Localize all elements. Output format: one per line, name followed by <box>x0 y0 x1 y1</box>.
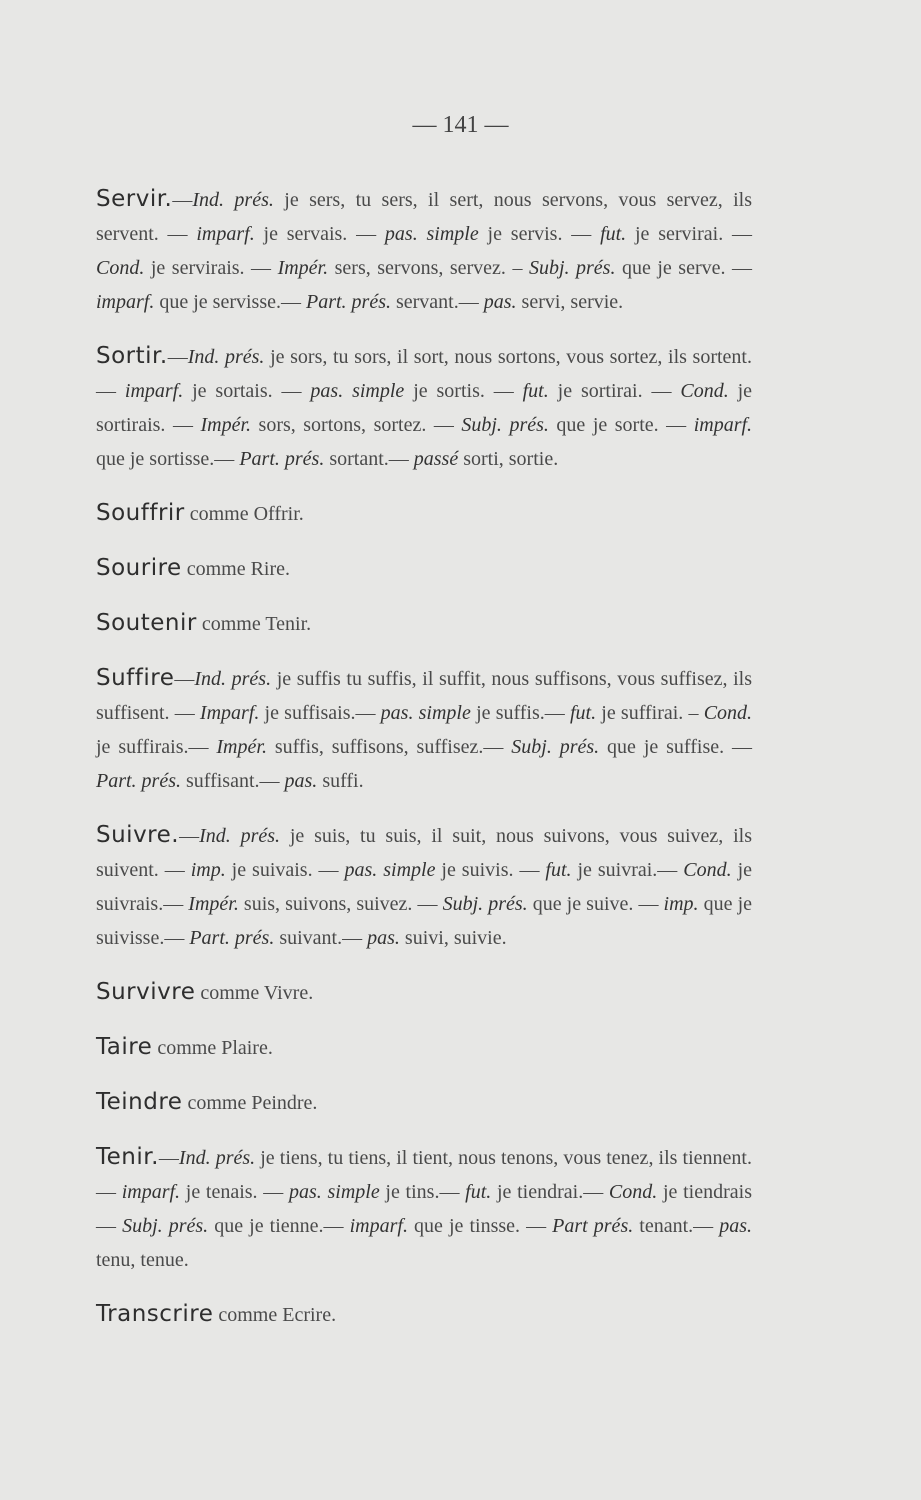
tense-label: Part prés. <box>552 1215 634 1237</box>
conjugation-text: tenu, tenue. <box>96 1249 189 1271</box>
tense-label: Subj. prés. <box>122 1215 209 1237</box>
conjugation-entries <box>96 162 752 1332</box>
tense-label: imparf. <box>196 223 255 245</box>
verb-headword: Sortir. <box>96 343 168 369</box>
conjugation-text: je sortirai. — <box>548 380 681 402</box>
conjugation-text: suis, suivons, suivez. — <box>238 893 443 915</box>
verb-headword: Taire <box>96 1034 153 1060</box>
verb-entry <box>96 606 752 641</box>
tense-label: Ind. prés. <box>178 1147 256 1169</box>
conjugation-text: je tiens, tu tiens, il tient, nous tenons, vous tenez, ils tiennent.— <box>96 1147 752 1203</box>
tense-label: pas. simple <box>344 859 436 881</box>
conjugation-text: je servis. — <box>478 223 601 245</box>
tense-label: imparf. <box>121 1181 181 1203</box>
conjugation-text: suffisant.— <box>181 770 285 792</box>
conjugation-text: je servirai. — <box>626 223 753 245</box>
conjugation-text: je servirais. — <box>144 257 278 279</box>
conjugation-text: sortant.— <box>324 448 414 470</box>
verb-entry <box>96 339 752 476</box>
conjugation-text: suffis, suffisons, suffisez.— <box>266 736 512 758</box>
conjugation-text: je servais. — <box>254 223 385 245</box>
tense-label: fut. <box>569 702 597 724</box>
conjugation-text: comme Ecrire. <box>213 1304 337 1326</box>
conjugation-text: je tenais. — <box>180 1181 289 1203</box>
tense-label: passé <box>413 448 459 470</box>
verb-headword: Suffire <box>96 665 175 691</box>
tense-label: Part. prés. <box>96 770 181 792</box>
conjugation-text: que je tinsse. — <box>407 1215 553 1237</box>
conjugation-text: que je suive. — <box>527 893 664 915</box>
conjugation-text: — <box>172 189 193 211</box>
conjugation-text: suivi, suivie. <box>399 927 507 949</box>
tense-label: Subj. prés. <box>511 736 600 758</box>
verb-entry <box>96 182 752 319</box>
conjugation-text: comme Vivre. <box>195 982 314 1004</box>
tense-label: Impér. <box>277 257 329 279</box>
verb-entry <box>96 1140 752 1277</box>
conjugation-text: que je suivisse.— <box>96 893 753 949</box>
verb-headword: Tenir. <box>96 1144 159 1170</box>
tense-label: Subj. prés. <box>442 893 528 915</box>
conjugation-text: comme Peindre. <box>182 1092 318 1114</box>
verb-entry <box>96 1085 752 1120</box>
verb-entry <box>96 1297 752 1332</box>
tense-label: pas. <box>719 1215 753 1237</box>
tense-label: imparf. <box>693 414 753 436</box>
conjugation-text: — <box>158 1147 179 1169</box>
conjugation-text: que je serve. — <box>615 257 753 279</box>
conjugation-text: comme Offrir. <box>184 503 304 525</box>
conjugation-text: que je sorte. — <box>548 414 694 436</box>
tense-label: Impér. <box>200 414 252 436</box>
conjugation-text: je tiendrai.— <box>491 1181 609 1203</box>
verb-headword: Suivre. <box>96 822 180 848</box>
page-number: — 141 — <box>412 112 509 138</box>
tense-label: Subj. prés. <box>461 414 549 436</box>
verb-entry <box>96 818 752 955</box>
verb-entry <box>96 975 752 1010</box>
tense-label: pas. <box>284 770 318 792</box>
tense-label: Part. prés. <box>305 291 391 313</box>
conjugation-text: suivant.— <box>274 927 368 949</box>
verb-headword: Survivre <box>96 979 196 1005</box>
tense-label: Imparf. <box>199 702 260 724</box>
verb-entry <box>96 661 752 798</box>
tense-label: Cond. <box>703 702 753 724</box>
tense-label: fut. <box>600 223 627 245</box>
tense-label: imparf. <box>96 291 155 313</box>
tense-label: pas. <box>367 927 400 949</box>
tense-label: Ind. prés. <box>194 668 272 690</box>
tense-label: Impér. <box>216 736 267 758</box>
tense-label: pas. simple <box>384 223 479 245</box>
conjugation-text: que je servisse.— <box>154 291 306 313</box>
conjugation-text: je tins.— <box>379 1181 466 1203</box>
conjugation-text: sorti, sortie. <box>458 448 559 470</box>
tense-label: Cond. <box>608 1181 658 1203</box>
conjugation-text: — <box>179 825 200 847</box>
conjugation-text: je suivrai.— <box>571 859 684 881</box>
conjugation-text: je sortais. — <box>183 380 311 402</box>
verb-headword: Sourire <box>96 555 182 581</box>
conjugation-text: je suffis tu suffis, il suffit, nous suffisons, vous suffisez, ils suffisent. — <box>96 668 752 724</box>
tense-label: Ind. prés. <box>187 346 265 368</box>
verb-entry <box>96 1030 752 1065</box>
tense-label: fut. <box>522 380 549 402</box>
verb-headword: Soutenir <box>96 610 197 636</box>
conjugation-text: je sortis. — <box>404 380 523 402</box>
conjugation-text: je suivais. — <box>225 859 345 881</box>
conjugation-text: que je suffise. — <box>599 736 752 758</box>
verb-entry <box>96 551 752 586</box>
tense-label: pas. <box>483 291 517 313</box>
conjugation-text: comme Plaire. <box>152 1037 273 1059</box>
tense-label: Ind. prés. <box>199 825 281 847</box>
tense-label: pas. simple <box>288 1181 380 1203</box>
tense-label: fut. <box>545 859 572 881</box>
tense-label: imparf. <box>124 380 184 402</box>
conjugation-text: comme Tenir. <box>196 613 312 635</box>
verb-headword: Souffrir <box>96 500 185 526</box>
conjugation-text: — <box>174 668 195 690</box>
conjugation-text: je suis, tu suis, il suit, nous suivons, vous suivez, ils suivent. — <box>96 825 752 881</box>
conjugation-text: je suffis.— <box>470 702 570 724</box>
verb-headword: Servir. <box>96 186 173 212</box>
tense-label: Ind. prés. <box>192 189 274 211</box>
tense-label: pas. simple <box>310 380 405 402</box>
conjugation-text: comme Rire. <box>181 558 291 580</box>
tense-label: fut. <box>465 1181 492 1203</box>
tense-label: imparf. <box>349 1215 408 1237</box>
conjugation-text: servi, servie. <box>516 291 624 313</box>
tense-label: Part. prés. <box>189 927 275 949</box>
conjugation-text: que je tienne.— <box>208 1215 350 1237</box>
conjugation-text: je sors, tu sors, il sort, nous sortons, vous sortez, ils sortent. — <box>96 346 752 402</box>
verb-entry <box>96 496 752 531</box>
tense-label: imp. <box>190 859 226 881</box>
conjugation-text: je suffisais.— <box>259 702 381 724</box>
conjugation-text: je tiendrais— <box>96 1181 752 1237</box>
conjugation-text: que je sortisse.— <box>96 448 240 470</box>
conjugation-text: — <box>167 346 188 368</box>
tense-label: Cond. <box>683 859 732 881</box>
conjugation-text: je sers, tu sers, il sert, nous servons, vous servez, ils servent. — <box>96 189 752 245</box>
tense-label: Part. prés. <box>239 448 325 470</box>
conjugation-text: sors, sortons, sortez. — <box>251 414 462 436</box>
conjugation-text: je suffirai. – <box>596 702 704 724</box>
conjugation-text: je sortirais. — <box>96 380 753 436</box>
verb-headword: Teindre <box>96 1089 183 1115</box>
conjugation-text: je suivrais.— <box>96 859 752 915</box>
conjugation-text: sers, servons, servez. – <box>328 257 529 279</box>
tense-label: pas. simple <box>380 702 471 724</box>
conjugation-text: tenant.— <box>633 1215 720 1237</box>
conjugation-text: je suffirais.— <box>96 736 217 758</box>
verb-headword: Transcrire <box>96 1301 214 1327</box>
conjugation-text: suffi. <box>317 770 364 792</box>
conjugation-text: je suivis. — <box>435 859 546 881</box>
tense-label: Subj. prés. <box>528 257 616 279</box>
conjugation-text: servant.— <box>390 291 484 313</box>
tense-label: Cond. <box>96 257 145 279</box>
tense-label: Cond. <box>680 380 729 402</box>
tense-label: Impér. <box>188 893 239 915</box>
tense-label: imp. <box>663 893 699 915</box>
